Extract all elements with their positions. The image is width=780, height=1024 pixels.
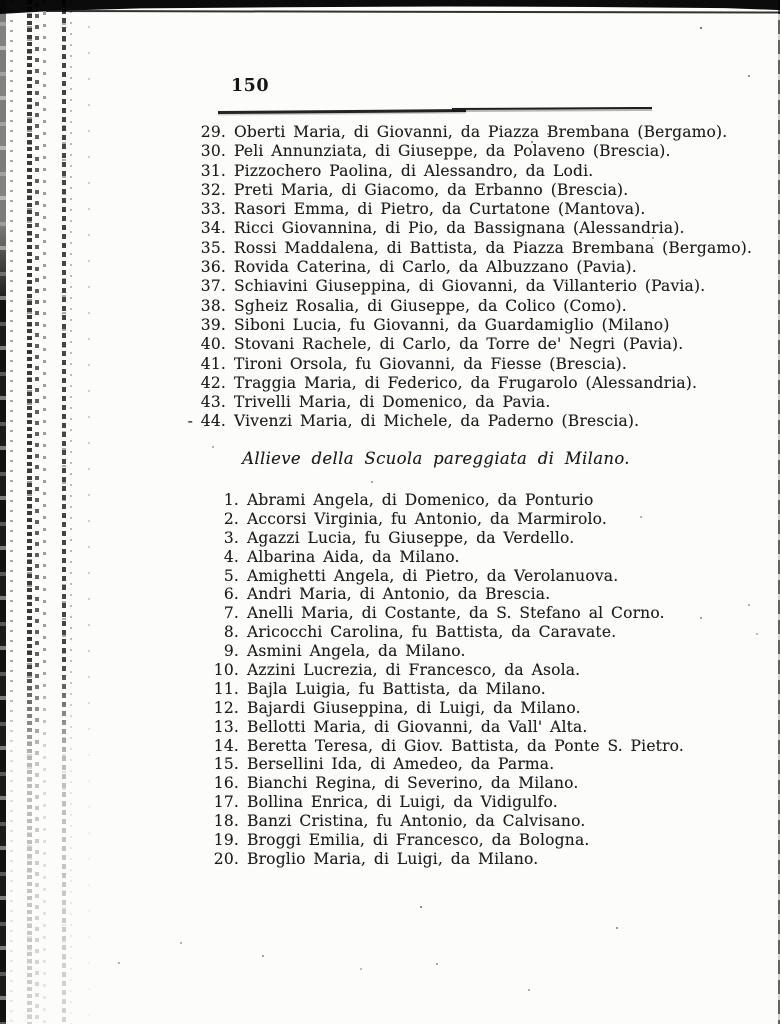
item-text: Aricocchi Carolina, fu Battista, da Caravate. [247, 623, 617, 642]
list-item [0, 219, 780, 238]
item-text: Peli Annunziata, di Giuseppe, da Polaveno (Brescia). [234, 142, 671, 161]
item-text: Azzini Lucrezia, di Francesco, da Asola. [247, 661, 581, 680]
item-number: 17. [213, 793, 239, 812]
item-number: 39. [200, 315, 226, 334]
item-text: Siboni Lucia, fu Giovanni, da Guardamiglio (Milano) [234, 315, 670, 334]
item-number: 31. [200, 161, 226, 180]
list-item [0, 162, 780, 181]
list-item [0, 812, 780, 831]
list-item [0, 680, 780, 699]
item-text: Asmini Angela, da Milano. [247, 642, 466, 661]
item-text: Beretta Teresa, di Giov. Battista, da Ponte S. Pietro. [247, 736, 685, 755]
item-text: Accorsi Virginia, fu Antonio, da Marmirolo. [247, 509, 607, 528]
list-item [0, 831, 780, 850]
header-rule-right [452, 107, 652, 110]
list-item [0, 491, 780, 510]
list-item [0, 737, 780, 756]
item-number: 15. [213, 755, 239, 774]
item-number: 14. [213, 736, 239, 755]
item-number: - 44. [187, 412, 226, 431]
item-number: 29. [200, 123, 226, 141]
list-item [0, 335, 780, 354]
item-number: 34. [200, 219, 226, 238]
item-number: 42. [200, 373, 226, 392]
item-number: 16. [213, 774, 239, 793]
item-text: Bersellini Ida, di Amedeo, da Parma. [247, 755, 555, 774]
list-item [0, 239, 780, 258]
item-text: Anelli Maria, di Costante, da S. Stefano al Corno. [247, 604, 665, 623]
item-number: 2. [223, 509, 239, 528]
item-number: 37. [200, 277, 226, 296]
list-item [0, 142, 780, 161]
list-item [0, 181, 780, 200]
item-number: 7. [223, 604, 239, 623]
item-text: Bellotti Maria, di Giovanni, da Vall' Alta. [247, 717, 588, 736]
item-number: 3. [223, 528, 239, 547]
item-number: 41. [200, 354, 226, 373]
list-item [0, 699, 780, 718]
item-text: Oberti Maria, di Giovanni, da Piazza Brembana (Bergamo). [234, 123, 728, 141]
item-number: 8. [223, 623, 239, 642]
item-number: 6. [223, 585, 239, 604]
student-list-continued [0, 123, 780, 432]
item-number: 19. [213, 831, 239, 850]
page-number: 150 [231, 76, 270, 96]
item-text: Preti Maria, di Giacomo, da Erbanno (Brescia). [234, 180, 629, 199]
item-number: 40. [200, 335, 226, 354]
list-item [0, 393, 780, 412]
item-number: 33. [200, 200, 226, 219]
item-text: Agazzi Lucia, fu Giuseppe, da Verdello. [247, 528, 575, 547]
list-item [0, 258, 780, 277]
item-number: 18. [213, 812, 239, 831]
list-item [0, 412, 780, 431]
list-item [0, 585, 780, 604]
list-item [0, 661, 780, 680]
list-item [0, 297, 780, 316]
list-item [0, 755, 780, 774]
item-number: 11. [213, 679, 239, 698]
item-text: Banzi Cristina, fu Antonio, da Calvisano. [247, 812, 586, 831]
item-text: Trivelli Maria, di Domenico, da Pavia. [234, 393, 551, 412]
header-rule-left [218, 109, 466, 114]
item-text: Albarina Aida, da Milano. [247, 547, 460, 566]
list-item [0, 774, 780, 793]
item-text: Rovida Caterina, di Carlo, da Albuzzano (Pavia). [234, 258, 637, 277]
list-item [0, 277, 780, 296]
item-number: 43. [200, 393, 226, 412]
item-number: 10. [213, 661, 239, 680]
item-text: Stovani Rachele, di Carlo, da Torre de' Negri (Pavia). [234, 335, 684, 354]
item-text: Andri Maria, di Antonio, da Brescia. [247, 585, 551, 604]
item-number: 38. [200, 296, 226, 315]
item-text: Amighetti Angela, di Pietro, da Verolanuova. [247, 566, 619, 585]
item-text: Bajla Luigia, fu Battista, da Milano. [247, 679, 546, 698]
item-text: Rasori Emma, di Pietro, da Curtatone (Mantova). [234, 200, 646, 219]
list-item [0, 529, 780, 548]
student-list-milano [0, 491, 780, 869]
scan-noise-specks [0, 0, 2, 2]
item-number: 20. [213, 849, 239, 868]
list-item [0, 567, 780, 586]
list-item [0, 604, 780, 623]
item-text: Rossi Maddalena, di Battista, da Piazza Brembana (Bergamo). [234, 238, 753, 257]
list-item [0, 548, 780, 567]
item-number: 30. [200, 142, 226, 161]
item-number: 32. [200, 180, 226, 199]
item-text: Ricci Giovannina, di Pio, da Bassignana (Alessandria). [234, 219, 685, 238]
item-text: Bianchi Regina, di Severino, da Milano. [247, 774, 579, 793]
list-item [0, 123, 780, 142]
item-text: Pizzochero Paolina, di Alessandro, da Lodi. [234, 161, 594, 180]
item-number: 4. [223, 547, 239, 566]
item-number: 35. [200, 238, 226, 257]
list-item [0, 200, 780, 219]
item-number: 13. [213, 717, 239, 736]
list-item [0, 355, 780, 374]
list-item [0, 642, 780, 661]
list-item [0, 793, 780, 812]
item-number: 12. [213, 698, 239, 717]
section-heading: Allieve della Scuola pareggiata di Milano. [242, 449, 630, 468]
list-item [0, 718, 780, 737]
item-number: 1. [223, 491, 239, 509]
item-number: 36. [200, 258, 226, 277]
item-text: Vivenzi Maria, di Michele, da Paderno (Brescia). [234, 412, 640, 431]
item-text: Broggi Emilia, di Francesco, da Bologna. [247, 831, 590, 850]
scan-top-line-artifact [46, 10, 780, 14]
item-text: Tironi Orsola, fu Giovanni, da Fiesse (Brescia). [234, 354, 627, 373]
item-text: Traggia Maria, di Federico, da Frugarolo (Alessandria). [234, 373, 698, 392]
item-number: 9. [223, 642, 239, 661]
item-text: Broglio Maria, di Luigi, da Milano. [247, 849, 539, 868]
item-text: Bollina Enrica, di Luigi, da Vidigulfo. [247, 793, 558, 812]
list-item [0, 850, 780, 869]
item-number: 5. [223, 566, 239, 585]
list-item [0, 316, 780, 335]
list-item [0, 623, 780, 642]
list-item [0, 374, 780, 393]
item-text: Sgheiz Rosalia, di Giuseppe, da Colico (Como). [234, 296, 627, 315]
list-item [0, 510, 780, 529]
item-text: Abrami Angela, di Domenico, da Ponturio [247, 491, 594, 509]
item-text: Schiavini Giuseppina, di Giovanni, da Villanterio (Pavia). [234, 277, 706, 296]
item-text: Bajardi Giuseppina, di Luigi, da Milano. [247, 698, 581, 717]
